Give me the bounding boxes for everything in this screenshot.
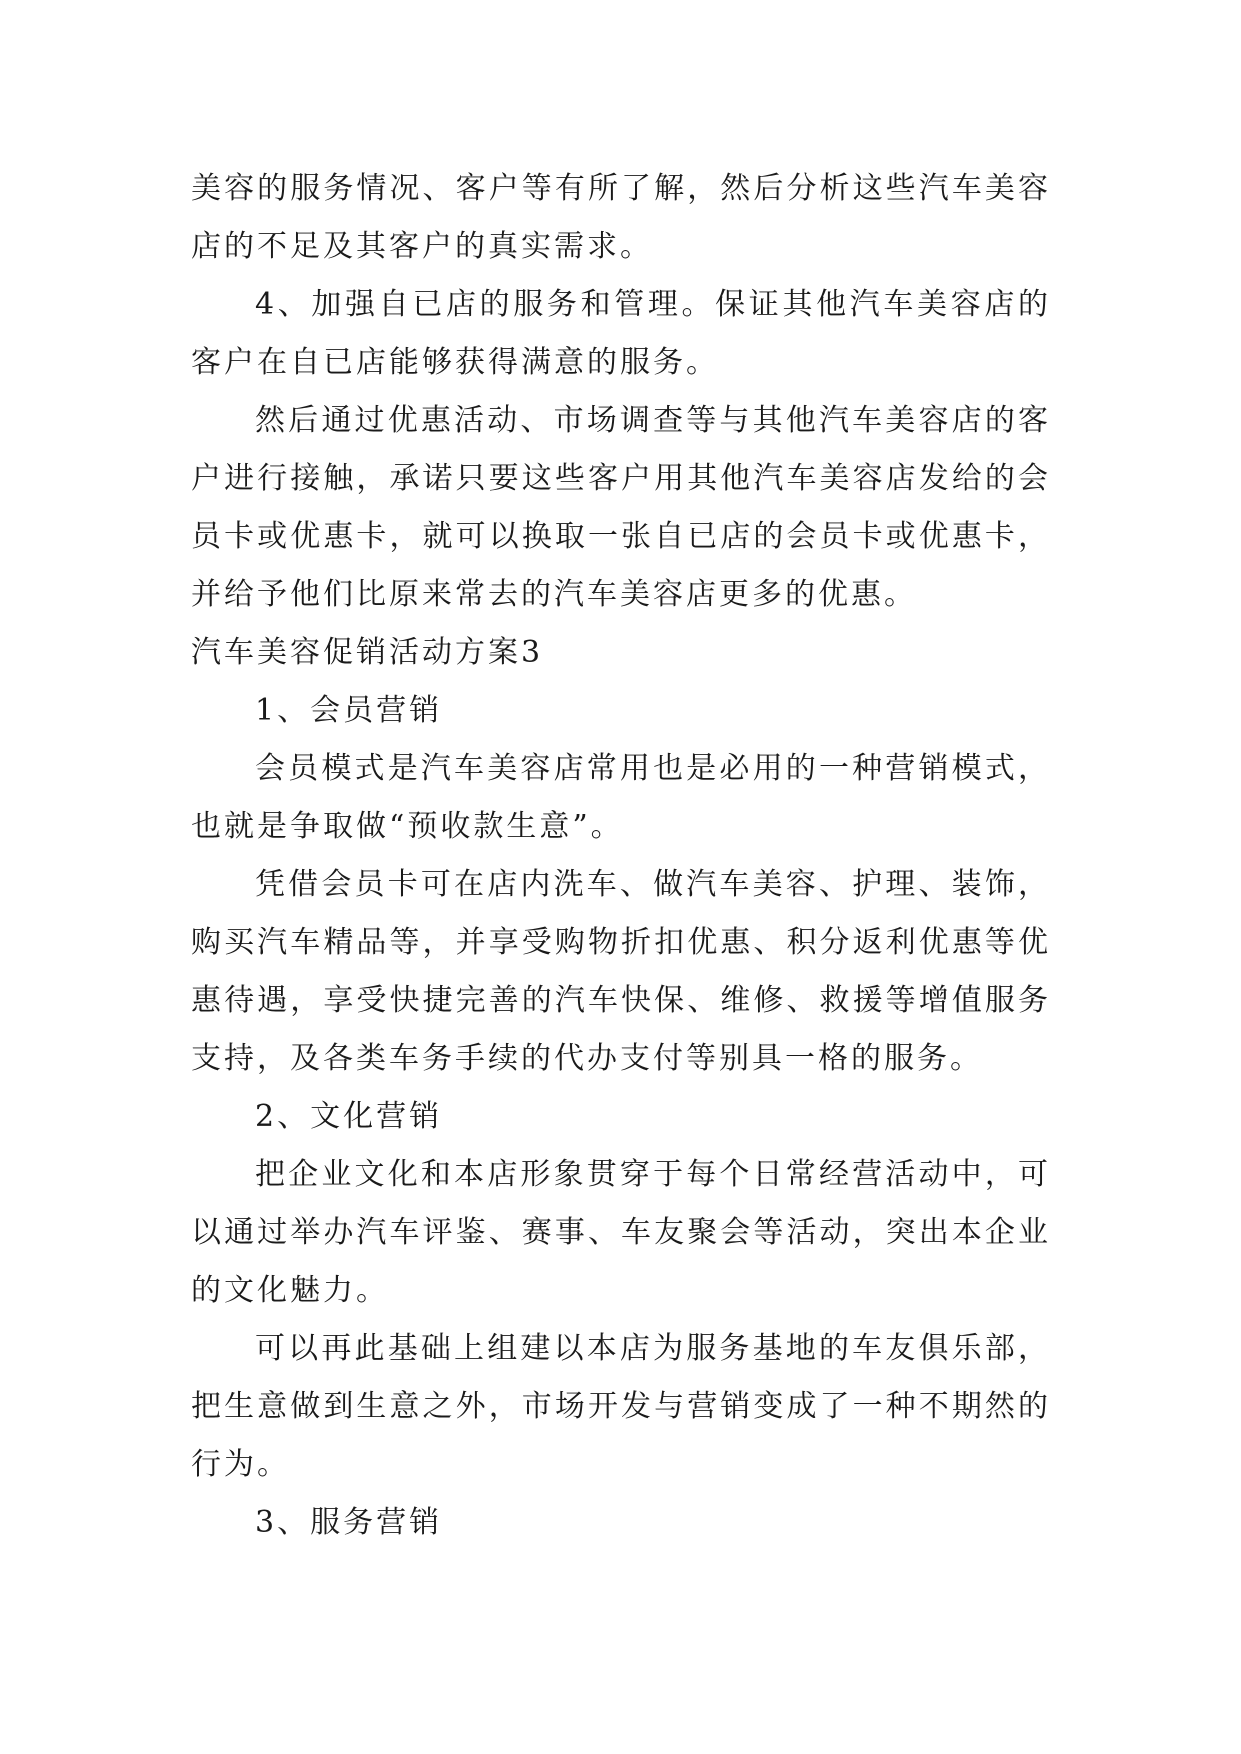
subheading-service-marketing: 3、服务营销: [255, 1505, 443, 1540]
paragraph-promotion-exchange: 然后通过优惠活动、市场调查等与其他汽车美容店的客户进行接触，承诺只要这些客户用其他汽车美容店发给的会员卡或优惠卡，就可以换取一张自已店的会员卡或优惠卡，并给予他们比原来常去的汽车美容店更多的优惠。: [191, 403, 1051, 612]
section-heading: 汽车美容促销活动方案3: [191, 635, 544, 670]
paragraph-culture-activities: 把企业文化和本店形象贯穿于每个日常经营活动中，可以通过举办汽车评鉴、赛事、车友聚会等活动，突出本企业的文化魅力。: [191, 1157, 1051, 1308]
subheading-culture-marketing: 2、文化营销: [255, 1099, 443, 1134]
paragraph-item-4: 4、加强自已店的服务和管理。保证其他汽车美容店的客户在自已店能够获得满意的服务。: [191, 287, 1051, 380]
paragraph-service-analysis: 美容的服务情况、客户等有所了解，然后分析这些汽车美容店的不足及其客户的真实需求。: [191, 171, 1051, 264]
paragraph-car-club: 可以再此基础上组建以本店为服务基地的车友俱乐部，把生意做到生意之外，市场开发与营销变成了一种不期然的行为。: [191, 1331, 1051, 1482]
document-body: [191, 160, 1051, 1552]
subheading-member-marketing: 1、会员营销: [255, 693, 443, 728]
paragraph-member-mode: 会员模式是汽车美容店常用也是必用的一种营销模式，也就是争取做“预收款生意”。: [191, 751, 1051, 844]
paragraph-member-card-benefits: 凭借会员卡可在店内洗车、做汽车美容、护理、装饰，购买汽车精品等，并享受购物折扣优惠、积分返利优惠等优惠待遇，享受快捷完善的汽车快保、维修、救援等增值服务支持，及各类车务手续的代办支付等别具一格的服务。: [191, 867, 1051, 1076]
